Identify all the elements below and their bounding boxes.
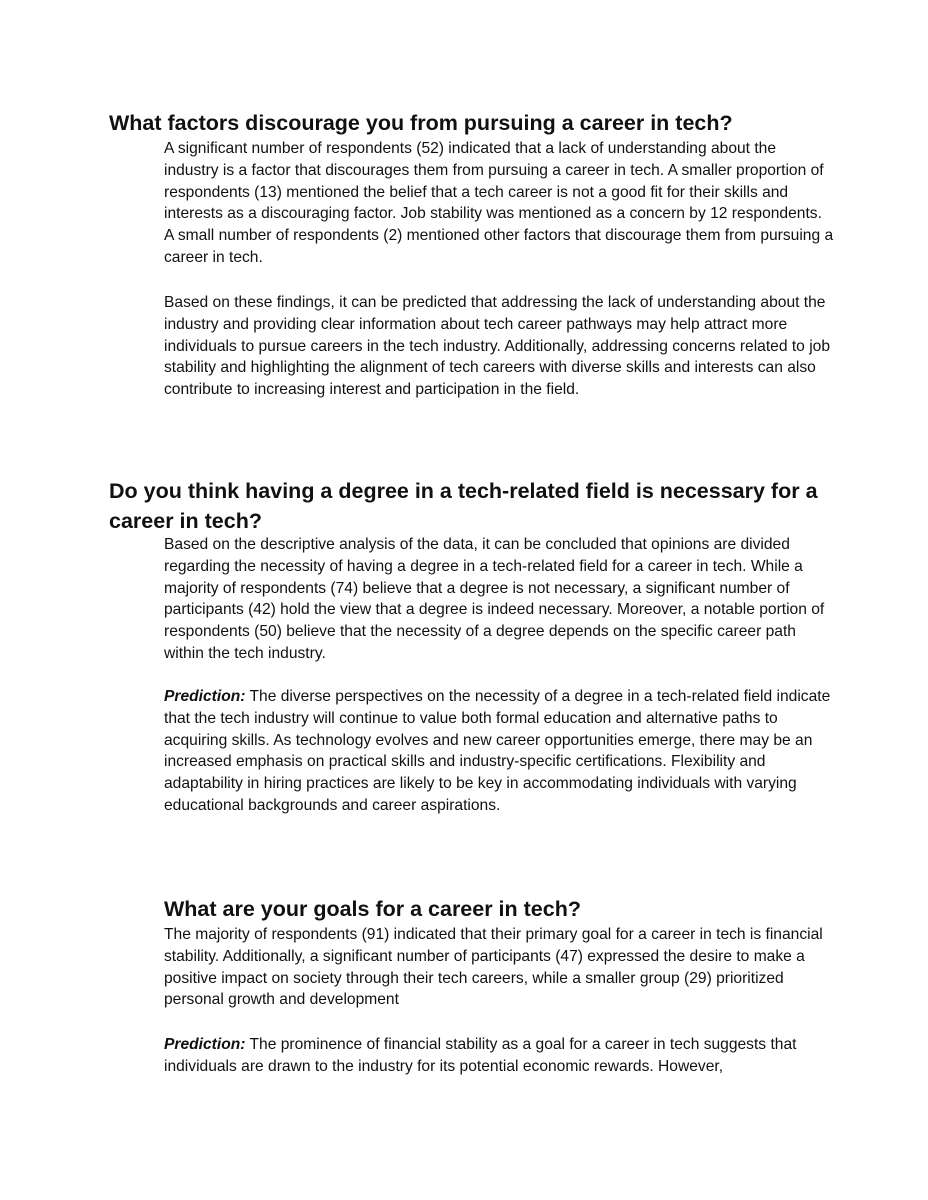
section-heading: What factors discourage you from pursuing a career in tech?: [109, 111, 733, 135]
body-paragraph: [164, 1034, 834, 1078]
paragraph-text: Based on the descriptive analysis of the data, it can be concluded that opinions are divided regarding the necessity of having a degree in a tech-related field for a career in tech. While a majority of respondents (74) believe that a degree is not necessary, a significant number of participants (42) hold the view that a degree is indeed necessary. Moreover, a notable portion of respondents (50) believe that the necessity of a degree depends on the specific career path within the tech industry.: [164, 536, 825, 662]
paragraph-text: A significant number of respondents (52) indicated that a lack of understanding about the industry is a factor that discourages them from pursuing a career in tech. A smaller proportion of respondents (13) mentioned the belief that a tech career is not a good fit for their skills and interests as a discouraging factor. Job stability was mentioned as a concern by 12 respondents. A small number of respondents (2) mentioned other factors that discourage them from pursuing a career in tech.: [164, 140, 834, 266]
paragraph-text: The diverse perspectives on the necessity of a degree in a tech-related field indicate that the tech industry will continue to value both formal education and alternative paths to acquiring skills. As technology evolves and new career opportunities emerge, there may be an increased emphasis on practical skills and industry-specific certifications. Flexibility and adaptability in hiring practices are likely to be key in accommodating individuals with varying educational backgrounds and career aspirations.: [164, 688, 831, 814]
paragraph-text: The majority of respondents (91) indicated that their primary goal for a career in tech is financial stability. Additionally, a significant number of participants (47) expressed the desire to make a positive impact on society through their tech careers, while a smaller group (29) prioritized personal growth and development: [164, 926, 823, 1009]
body-paragraph: [164, 138, 834, 269]
paragraph-text: Based on these findings, it can be predicted that addressing the lack of understanding about the industry and providing clear information about tech career pathways may help attract more individuals to pursue careers in the tech industry. Additionally, addressing concerns related to job stability and highlighting the alignment of tech careers with diverse skills and interests can also contribute to increasing interest and participation in the field.: [164, 294, 830, 399]
paragraph-lead: Prediction:: [164, 688, 246, 705]
paragraph-lead: Prediction:: [164, 1036, 246, 1053]
section-heading: What are your goals for a career in tech?: [164, 897, 581, 921]
body-paragraph: [164, 292, 834, 401]
section-heading: Do you think having a degree in a tech-related field is necessary for a career in tech?: [109, 479, 818, 533]
body-paragraph: [164, 924, 834, 1011]
body-paragraph: [164, 534, 834, 665]
paragraph-text: The prominence of financial stability as a goal for a career in tech suggests that individuals are drawn to the industry for its potential economic rewards. However,: [164, 1036, 797, 1075]
body-paragraph: [164, 686, 834, 817]
